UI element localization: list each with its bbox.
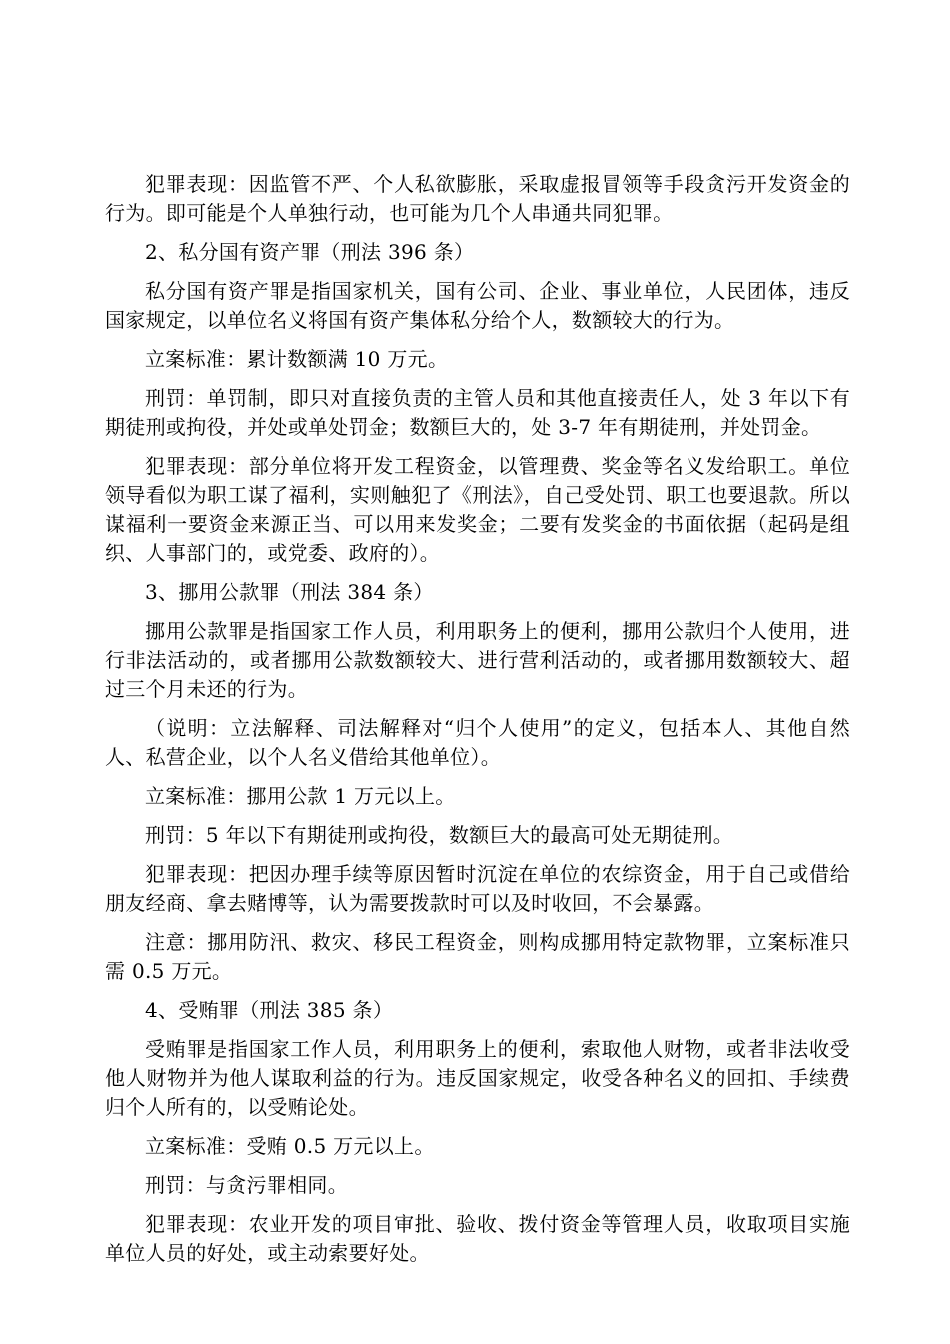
section-heading-private-division: 2、私分国有资产罪（刑法 396 条） xyxy=(145,240,475,264)
paragraph-private-division-threshold: 立案标准：累计数额满 10 万元。 xyxy=(145,347,449,371)
paragraph-misappropriation-behavior: 犯罪表现：把因办理手续等原因暂时沉淀在单位的农综资金，用于自己或借给朋友经商、拿去赌博等，认为需要拨款时可以及时收回，不会暴露。 xyxy=(105,862,850,915)
section-heading-misappropriation: 3、挪用公款罪（刑法 384 条） xyxy=(145,580,434,604)
paragraph-bribery-behavior: 犯罪表现：农业开发的项目审批、验收、拨付资金等管理人员，收取项目实施单位人员的好处，或主动索要好处。 xyxy=(105,1212,850,1265)
paragraph-private-division-behavior: 犯罪表现：部分单位将开发工程资金，以管理费、奖金等名义发给职工。单位领导看似为职工谋了福利，实则触犯了《刑法》，自己受处罚、职工也要退款。所以谋福利一要资金来源正当、可以用来发奖金；二要有发奖金的书面依据（起码是组织、人事部门的，或党委、政府的）。 xyxy=(105,454,850,565)
paragraph-misappropriation-threshold: 立案标准：挪用公款 1 万元以上。 xyxy=(145,784,456,808)
paragraph-misappropriation-penalty: 刑罚：5 年以下有期徒刑或拘役，数额巨大的最高可处无期徒刑。 xyxy=(145,823,734,847)
paragraph-misappropriation-attention: 注意：挪用防汛、救灾、移民工程资金，则构成挪用特定款物罪，立案标准只需 0.5 万元。 xyxy=(105,930,850,983)
document-body xyxy=(105,170,850,1278)
paragraph-bribery-definition: 受贿罪是指国家工作人员，利用职务上的便利，索取他人财物，或者非法收受他人财物并为他人谋取利益的行为。违反国家规定，收受各种名义的回扣、手续费归个人所有的，以受贿论处。 xyxy=(105,1037,850,1119)
paragraph-private-division-penalty: 刑罚：单罚制，即只对直接负责的主管人员和其他直接责任人，处 3 年以下有期徒刑或拘役，并处或单处罚金；数额巨大的，处 3-7 年有期徒刑，并处罚金。 xyxy=(105,386,850,439)
paragraph-bribery-penalty: 刑罚：与贪污罪相同。 xyxy=(145,1173,348,1197)
paragraph-bribery-threshold: 立案标准：受贿 0.5 万元以上。 xyxy=(145,1134,435,1158)
paragraph-misappropriation-definition: 挪用公款罪是指国家工作人员，利用职务上的便利，挪用公款归个人使用，进行非法活动的，或者挪用公款数额较大、进行营利活动的，或者挪用数额较大、超过三个月未还的行为。 xyxy=(105,619,850,701)
paragraph-embezzlement-behavior: 犯罪表现：因监管不严、个人私欲膨胀，采取虚报冒领等手段贪污开发资金的行为。即可能是个人单独行动，也可能为几个人串通共同犯罪。 xyxy=(105,172,850,225)
paragraph-private-division-definition: 私分国有资产罪是指国家机关，国有公司、企业、事业单位，人民团体，违反国家规定，以单位名义将国有资产集体私分给个人，数额较大的行为。 xyxy=(105,279,850,332)
section-heading-bribery: 4、受贿罪（刑法 385 条） xyxy=(145,998,394,1022)
paragraph-misappropriation-note: （说明：立法解释、司法解释对“归个人使用”的定义，包括本人、其他自然人、私营企业，以个人名义借给其他单位）。 xyxy=(105,716,850,769)
